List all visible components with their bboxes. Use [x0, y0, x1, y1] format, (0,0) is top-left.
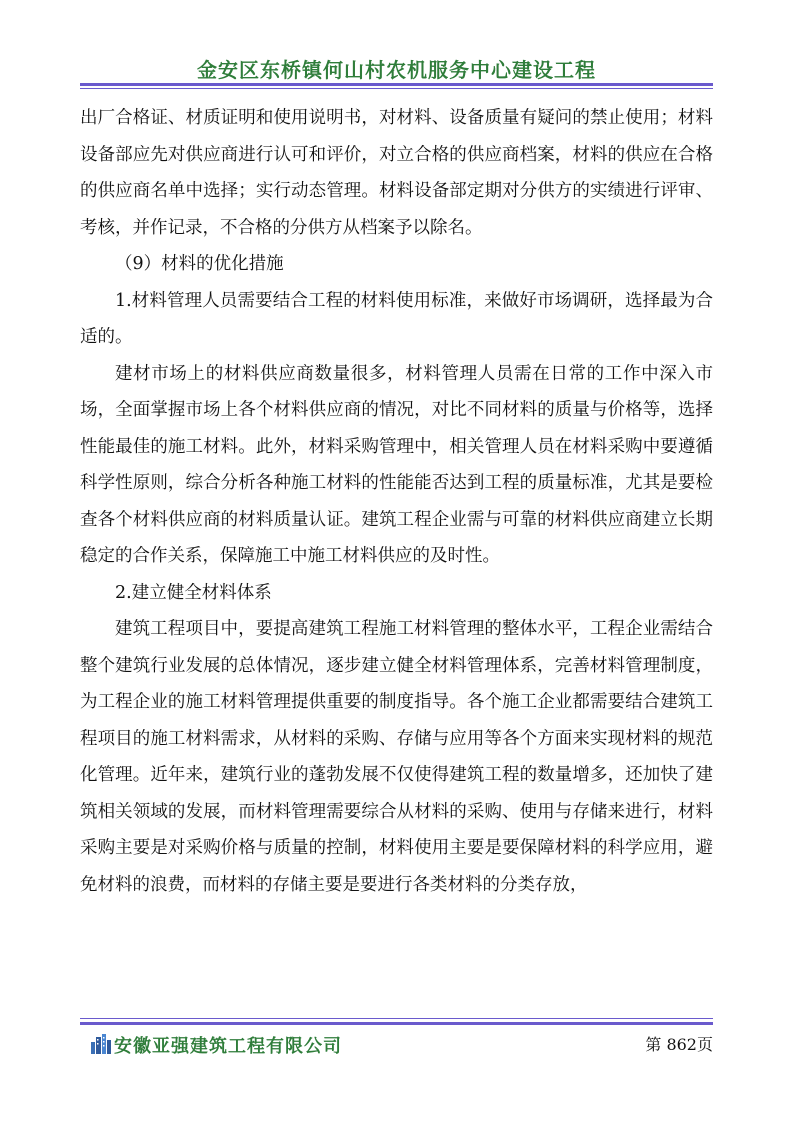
list-item-2: 2.建立健全材料体系	[115, 582, 272, 603]
paragraph-continued: 出厂合格证、材质证明和使用说明书，对材料、设备质量有疑问的禁止使用；材料设备部应先对供应商进行认可和评价，对立合格的供应商档案，材料的供应在合格的供应商名单中选择；实行动态管理。材料设备部定期对分供方的实绩进行评审、考核，并作记录，不合格的分供方从档案予以除名。	[80, 108, 713, 238]
footer-rule-thick	[80, 1022, 713, 1025]
page-header	[80, 40, 713, 90]
header-rule-thin	[80, 88, 713, 89]
header-title: 金安区东桥镇何山村农机服务中心建设工程	[197, 58, 596, 82]
footer-company-name: 安徽亚强建筑工程有限公司	[114, 1036, 342, 1057]
paragraph-market: 建材市场上的材料供应商数量很多，材料管理人员需在日常的工作中深入市场，全面掌握市场上各个材料供应商的情况，对比不同材料的质量与价格等，选择性能最佳的施工材料。此外，材料采购管理中，相关管理人员在材料采购中要遵循科学性原则，综合分析各种施工材料的性能能否达到工程的质量标准，尤其是要检查各个材料供应商的材料质量认证。建筑工程企业需与可靠的材料供应商建立长期稳定的合作关系，保障施工中施工材料供应的及时性。	[80, 363, 713, 566]
footer-rule-thin	[80, 1018, 713, 1019]
list-item-1: 1.材料管理人员需要结合工程的材料使用标准，来做好市场调研，选择最为合适的。	[80, 290, 713, 347]
section-heading-9: （9）材料的优化措施	[115, 254, 284, 274]
header-rule-thick	[80, 83, 713, 86]
page-number: 第 862页	[645, 1035, 713, 1054]
paragraph-system: 建筑工程项目中，要提高建筑工程施工材料管理的整体水平，工程企业需结合整个建筑行业发展的总体情况，逐步建立健全材料管理体系，完善材料管理制度，为工程企业的施工材料管理提供重要的制度指导。各个施工企业都需要结合建筑工程项目的施工材料需求，从材料的采购、存储与应用等各个方面来实现材料的规范化管理。近年来，建筑行业的蓬勃发展不仅使得建筑工程的数量增多，还加快了建筑相关领域的发展，而材料管理需要综合从材料的采购、使用与存储来进行，材料采购主要是对采购价格与质量的控制，材料使用主要是要保障材料的科学应用，避免材料的浪费，而材料的存储主要是要进行各类材料的分类存放，	[80, 619, 713, 895]
page-footer	[80, 1018, 713, 1068]
document-body	[80, 100, 713, 903]
building-logo-icon	[90, 1033, 112, 1055]
